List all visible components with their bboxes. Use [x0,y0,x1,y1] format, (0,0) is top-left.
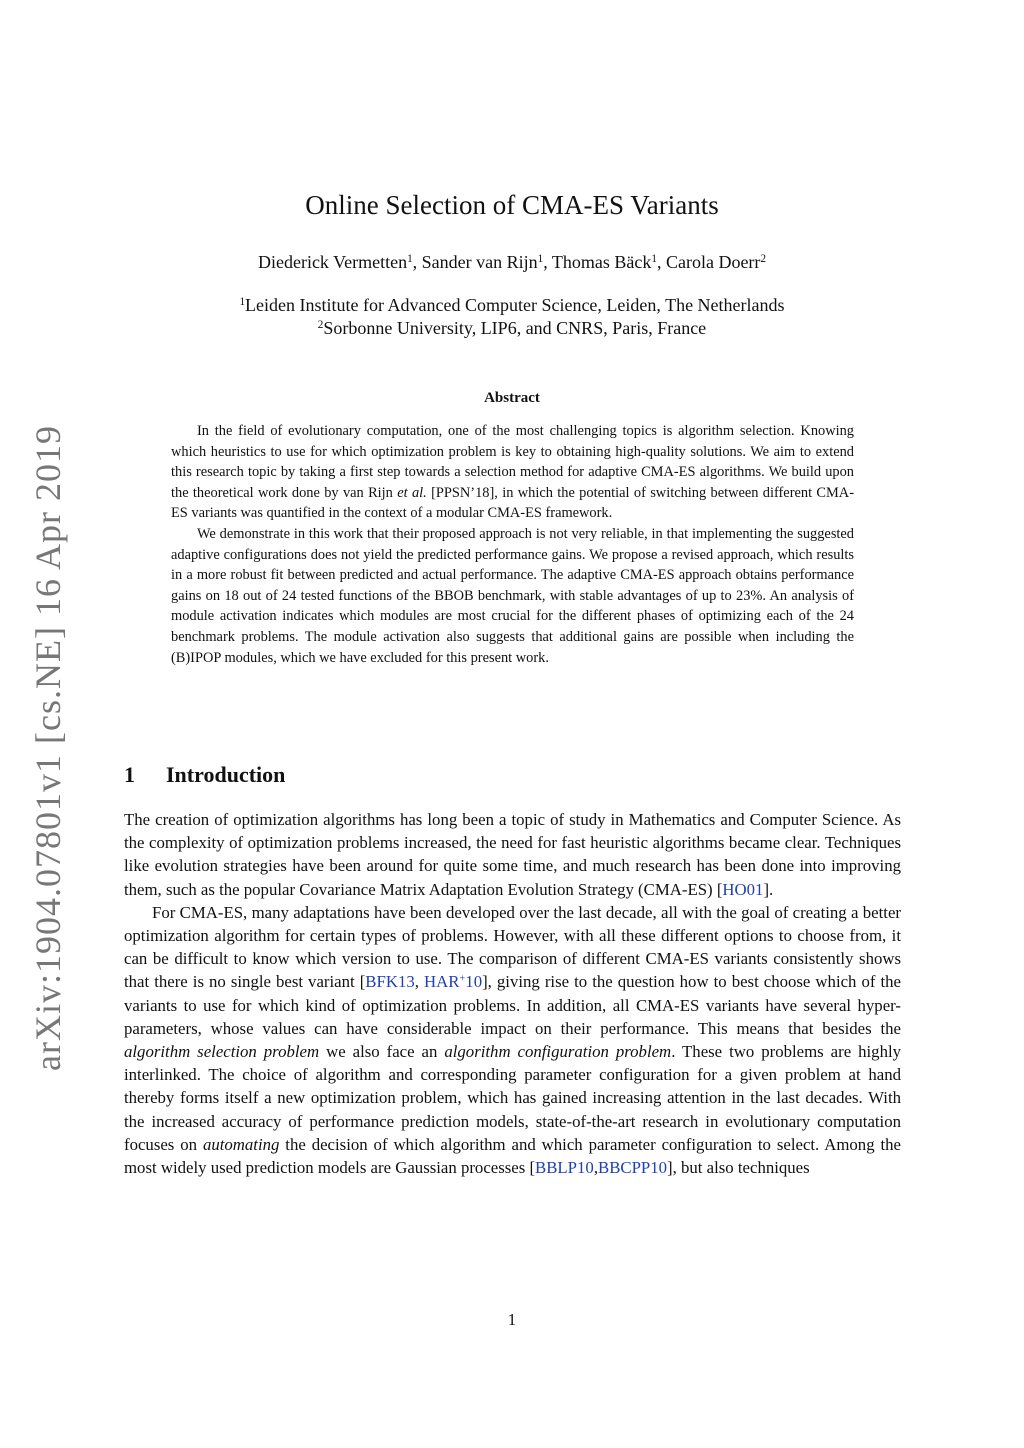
author-affiliation-mark: 1 [651,252,657,265]
author-name: Diederick Vermetten [257,252,408,272]
text-run-italic: algorithm selection problem [124,1042,320,1062]
section-body [124,808,901,1179]
abstract-paragraph: We demonstrate in this work that their proposed approach is not very reliable, in that implementing the suggested adaptive configurations does not yield the predicted performance gains. We propose a revised approach, which results in a more robust fit between predicted and actual performance. The adaptive CMA-ES approach obtains performance gains on 18 out of 24 tested functions of the BBOB benchmark, with stable advantages of up to 23%. An analysis of module activation indicates which modules are most crucial for the different phases of optimizing each of the 24 benchmark problems. The module activation also suggests that additional gains are possible when including the (B)IPOP modules, which we have excluded for this present work. [171,525,854,666]
text-run: In the field of evolutionary computation, one of the most challenging topics is algorithm selection. Knowing which heuristics to use for which optimization problem is key to obtaining high-quality solutions. We aim to extend this research topic by taking a first step towards a selection method for adaptive CMA-ES algorithms. We build upon the theoretical work done by van Rijn [171,423,854,501]
citation-link[interactable]: BFK13 [365,972,415,992]
text-run: The creation of optimization algorithms has long been a topic of study in Mathematics and Computer Science. As the complexity of optimization problems increased, the need for fast heuristic algorithms became clear. Techniques like evolution strategies have been around for quite some time, and much research has been done into improving them, such as the popular Covariance Matrix Adaptation Evolution Strategy (CMA-ES) [ [124,810,901,899]
affiliation-line [0,318,1024,339]
text-run: [PPSN’18], in which the potential of switching between different CMA-ES variants was quantified in the context of a modular CMA-ES framework. [171,484,854,522]
affiliation-mark: 2 [317,318,324,331]
text-run-italic: automating [202,1134,280,1154]
author-list [0,252,1024,273]
text-run: the decision of which algorithm and which parameter configuration to select. Among the most widely used prediction models are Gaussian processes [ [124,1134,901,1178]
section-number: 1 [124,762,135,787]
body-paragraph [124,901,901,1179]
text-run: ]. [763,879,774,899]
text-run: ], but also techniques [667,1158,810,1178]
abstract-heading: Abstract [484,390,540,406]
citation-text: HAR [423,972,460,992]
author-separator: , [412,252,422,272]
citation-link[interactable]: BBCPP10 [598,1158,668,1178]
author-affiliation-mark: 1 [407,252,413,265]
citation-link[interactable]: HO01 [722,879,764,899]
affiliation-text: Leiden Institute for Advanced Computer Science, Leiden, The Netherlands [245,295,785,315]
text-run: . These two problems are highly interlinked. The choice of algorithm and corresponding parameter configuration for a given problem at hand thereby forms itself a new optimization problem, which has gained increasing attention in the last decades. With the increased accuracy of performance prediction models, state-of-the-art research in evolutionary computation focuses on [124,1042,902,1154]
abstract-body [171,421,854,668]
text-run: , [414,972,424,992]
paper-title: Online Selection of CMA-ES Variants [305,190,719,220]
author-affiliation-mark: 2 [760,252,767,265]
body-paragraph [124,808,901,901]
section-title: Introduction [166,762,286,787]
author-separator: , [543,252,552,272]
author-name: Thomas Bäck [551,252,652,272]
text-run: For CMA-ES, many adaptations have been developed over the last decade, all with the goal of creating a better optimization algorithm for certain types of problems. However, with all these different options to choose from, it can be difficult to know which version to use. The comparison of different CMA-ES variants consistently shows that there is no single best variant [ [124,902,901,992]
citation-link[interactable]: BBLP10 [535,1158,594,1178]
author-separator: , [656,252,666,272]
citation-link[interactable] [424,972,482,991]
abstract-paragraph [171,421,854,524]
citation-text: 10 [465,972,483,992]
text-run-italic: algorithm configuration problem [444,1042,672,1062]
text-run: , [593,1158,599,1178]
arxiv-identifier: arXiv:1904.07801v1 [cs.NE] 16 Apr 2019 [28,425,68,1071]
affiliation-mark: 1 [239,295,246,308]
author-affiliation-mark: 1 [537,252,544,265]
author-name: Carola Doerr [665,252,761,272]
text-run: ], giving rise to the question how to best choose which of the variants to use for which kind of optimization problems. In addition, all CMA-ES variants have several hyper-parameters, whose values can have considerable impact on their performance. This means that besides the [124,972,902,1038]
text-run-italic: et al. [397,484,427,501]
text-run: we also face an [319,1042,445,1062]
author-name: Sander van Rijn [421,252,538,272]
citation-superscript: + [459,973,466,985]
affiliation-line [0,295,1024,316]
affiliation-text: Sorbonne University, LIP6, and CNRS, Paris, France [323,318,707,338]
section-heading [124,762,285,788]
page-number: 1 [507,1310,517,1329]
